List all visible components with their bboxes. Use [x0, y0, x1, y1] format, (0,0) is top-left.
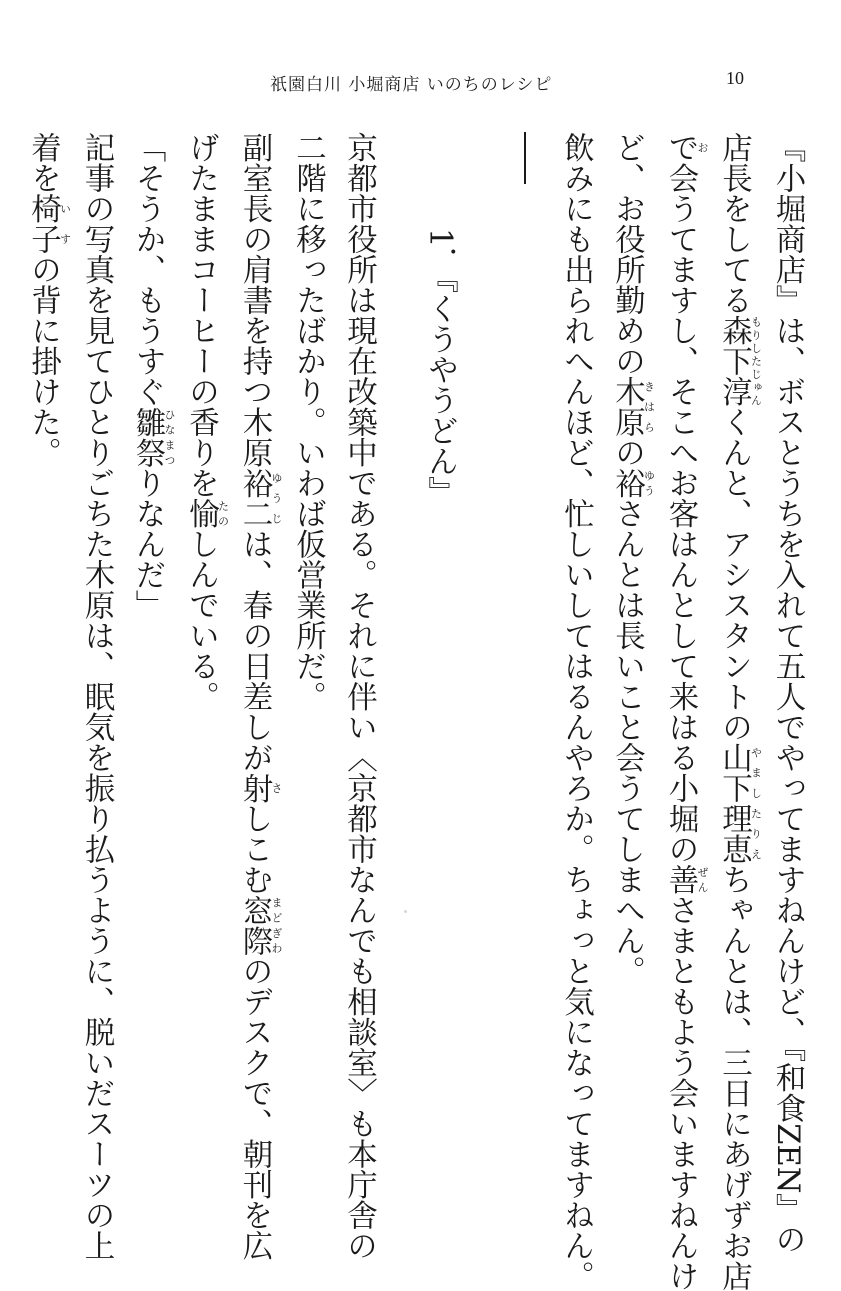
- page-number: 10: [726, 68, 744, 88]
- section-divider: [500, 132, 551, 1142]
- text-line: 京都市役所は現在改築中である。それに伴い〈京都市なんでも相談室〉も本庁舎の: [341, 132, 377, 1261]
- ruby-reading: たの: [216, 498, 230, 529]
- ruby-word: 裕ゆう: [609, 467, 656, 498]
- text-line: 副室長の肩書を持つ木原裕二ゆうじは、春の日差しが射さしこむ窓際まどぎわのデスクで、朝刊を広: [237, 132, 283, 1261]
- ruby-word: 裕二ゆうじ: [237, 467, 283, 529]
- ruby-word: 雛祭ひなまつ: [130, 406, 176, 468]
- ruby-reading: さ: [270, 772, 283, 803]
- text-line: 飲みにも出られへんほど、忙しいしてはるんやろか。ちょっと気になってますねん。: [558, 132, 594, 1291]
- text-line: 着を椅子いすの背に掛けた。: [25, 132, 72, 468]
- text-line: 『小堀商店』は、ボスとうちを入れて五人でやってますねんけど、『和食ZEN』の: [770, 132, 805, 1255]
- ruby-word: 椅子いす: [25, 193, 72, 254]
- ruby-reading: お: [696, 132, 709, 163]
- ruby-word: 善ぜん: [663, 864, 709, 895]
- vertical-text-block: [18, 132, 814, 1291]
- ruby-reading: もりしたじゅん: [749, 315, 763, 407]
- ruby-reading: いす: [58, 193, 72, 254]
- ruby-reading: ゆう: [642, 467, 656, 498]
- running-title: 祇園白川 小堀商店 いのちのレシピ: [270, 75, 553, 95]
- ruby-word: 山下理恵やましたりえ: [716, 742, 763, 864]
- ruby-word: 木原きはら: [609, 376, 656, 437]
- chapter-title: 1．『くうやうどん』: [422, 228, 458, 507]
- text-line: 記事の写真を見てひとりごちた木原は、眠気を振り払うように、脱いだスーツの上: [79, 132, 114, 1261]
- ruby-word: 愉たの: [183, 498, 230, 529]
- ruby-reading: まどぎわ: [270, 894, 283, 956]
- ruby-word: 森下淳もりしたじゅん: [716, 315, 763, 407]
- ruby-reading: ひなまつ: [163, 406, 176, 468]
- ruby-reading: ぜん: [696, 864, 709, 895]
- text-line: げたままコーヒーの香りを愉たのしんでいる。: [183, 132, 230, 712]
- text-line: でお会うてますし、そこへお客はんとして来はる小堀の善ぜんさまともよう会いますねんけ: [663, 132, 709, 1291]
- ruby-reading: ゆうじ: [270, 467, 283, 529]
- ruby-word: でお: [663, 132, 709, 163]
- text-line: ど、お役所勤めの木原きはらの裕ゆうさんとは長いこと会うてしまへん。: [609, 132, 656, 986]
- ruby-word: 窓際まどぎわ: [237, 894, 283, 956]
- paper-speck: [404, 910, 407, 913]
- text-line: 店長をしてる森下淳もりしたじゅんくんと、アシスタントの山下理恵やましたりえちゃんとは、三日にあげずお店: [716, 132, 763, 1291]
- divider-rule: [524, 132, 526, 184]
- ruby-reading: きはら: [642, 376, 656, 437]
- text-line: 「そうか、もうすぐ雛祭ひなまつりなんだ」: [130, 132, 176, 620]
- ruby-word: 射さ: [237, 772, 283, 803]
- text-line: 二階に移ったばかり。いわば仮営業所だ。: [290, 132, 326, 712]
- ruby-reading: やましたりえ: [749, 742, 763, 864]
